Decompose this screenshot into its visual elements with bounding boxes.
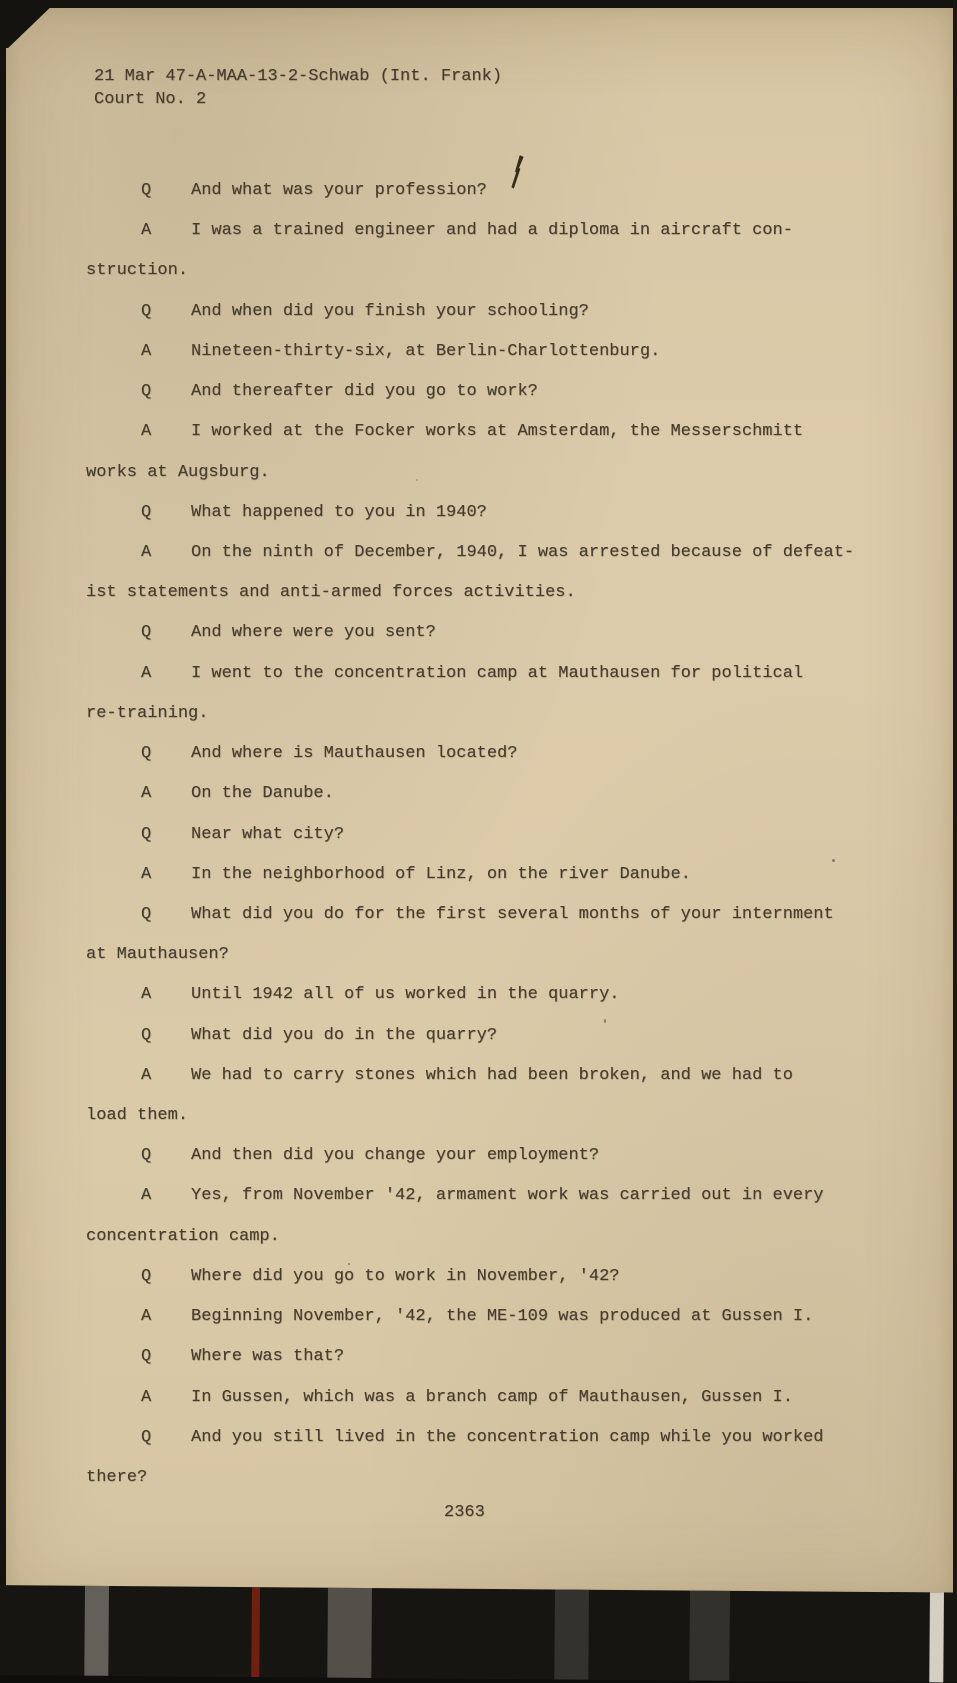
transcript-line: [86, 533, 933, 573]
speaker-label: Q: [141, 382, 152, 402]
transcript-line: [86, 654, 933, 694]
transcript-line: [86, 613, 933, 653]
transcript-line: [86, 573, 933, 613]
transcript-text: In the neighborhood of Linz, on the river Danube.: [191, 864, 691, 884]
speaker-label: A: [141, 221, 152, 241]
transcript-text: works at Augsburg.: [86, 462, 270, 482]
transcript-line: [86, 493, 933, 533]
transcript-text: In Gussen, which was a branch camp of Mauthausen, Gussen I.: [191, 1387, 793, 1407]
transcript-text: struction.: [86, 261, 189, 281]
transcript-text: I worked at the Focker works at Amsterdam, the Messerschmitt: [191, 422, 804, 442]
transcript-line: [86, 1297, 933, 1337]
transcript-line: [86, 975, 933, 1015]
transcript-line: [86, 1337, 933, 1377]
transcript-text: And thereafter did you go to work?: [191, 382, 538, 402]
transcript-line: [86, 1378, 933, 1418]
transcript-line: [86, 171, 933, 211]
speaker-label: Q: [141, 1146, 152, 1166]
transcript-text: Beginning November, '42, the ME-109 was produced at Gussen I.: [191, 1307, 814, 1327]
document-header: [94, 65, 502, 111]
transcript-line: [86, 895, 933, 935]
transcript-text: What did you do for the first several months of your internment: [191, 904, 834, 924]
transcript-line: [86, 1176, 933, 1216]
speaker-label: Q: [141, 1347, 152, 1367]
transcript-line: [86, 332, 933, 372]
transcript-text: I was a trained engineer and had a diploma in aircraft con-: [191, 221, 793, 241]
paper-speck: [416, 479, 418, 481]
photo-edge-left: [0, 0, 6, 1600]
transcript-text: Nineteen-thirty-six, at Berlin-Charlottenburg.: [191, 341, 661, 361]
transcript-line: [86, 1217, 933, 1257]
transcript-body: [86, 171, 933, 1498]
film-streak: [554, 1589, 589, 1679]
transcript-text: load them.: [86, 1106, 189, 1126]
speaker-label: Q: [141, 623, 152, 643]
speaker-label: A: [141, 542, 152, 562]
transcript-text: What happened to you in 1940?: [191, 502, 487, 522]
speaker-label: A: [141, 864, 152, 884]
speaker-label: A: [141, 1307, 152, 1327]
transcript-text: concentration camp.: [86, 1226, 280, 1246]
transcript-text: On the ninth of December, 1940, I was arrested because of defeat-: [191, 542, 855, 562]
speaker-label: Q: [141, 502, 152, 522]
speaker-label: A: [141, 985, 152, 1005]
transcript-text: And where were you sent?: [191, 623, 436, 643]
speaker-label: Q: [141, 1266, 152, 1286]
transcript-line: [86, 1136, 933, 1176]
transcript-text: What did you do in the quarry?: [191, 1025, 498, 1045]
transcript-line: [86, 412, 933, 452]
transcript-line: [86, 1458, 933, 1498]
photo-edge-right: [953, 0, 957, 1600]
photo-edge-top: [0, 0, 957, 8]
transcript-text: Where was that?: [191, 1347, 345, 1367]
transcript-text: Yes, from November '42, armament work was carried out in every: [191, 1186, 824, 1206]
transcript-line: [86, 774, 933, 814]
paper-speck: [832, 859, 835, 862]
speaker-label: A: [141, 663, 152, 683]
speaker-label: Q: [141, 181, 152, 200]
speaker-label: Q: [141, 744, 152, 764]
header-court-line: Court No. 2: [94, 90, 207, 109]
transcript-text: Near what city?: [191, 824, 345, 844]
transcript-line: [86, 292, 933, 332]
transcript-text: there?: [86, 1468, 148, 1487]
speaker-label: A: [141, 1387, 152, 1407]
speaker-label: Q: [141, 824, 152, 844]
speaker-label: A: [141, 341, 152, 361]
speaker-label: A: [141, 784, 152, 804]
film-streak: [327, 1588, 372, 1678]
speaker-label: Q: [141, 1427, 152, 1447]
transcript-line: [86, 815, 933, 855]
transcript-text: We had to carry stones which had been broken, and we had to: [191, 1065, 793, 1085]
transcript-line: [86, 734, 933, 774]
speaker-label: Q: [141, 1025, 152, 1045]
transcript-line: [86, 1096, 933, 1136]
paper-speck: [348, 1263, 350, 1265]
film-streak: [689, 1590, 730, 1680]
transcript-text: I went to the concentration camp at Mauthausen for political: [191, 663, 804, 683]
transcript-text: Until 1942 all of us worked in the quarry.: [191, 985, 620, 1005]
transcript-text: And what was your profession?: [191, 181, 487, 200]
transcript-text: And then did you change your employment?: [191, 1146, 600, 1166]
transcript-line: [86, 372, 933, 412]
document-page: [6, 7, 953, 1600]
transcript-line: [86, 935, 933, 975]
film-streak-white: [929, 1592, 944, 1682]
film-streak: [84, 1586, 109, 1676]
transcript-line: [86, 1418, 933, 1458]
speaker-label: Q: [141, 301, 152, 321]
header-reference-line: 21 Mar 47-A-MAA-13-2-Schwab (Int. Frank): [94, 67, 503, 86]
transcript-text: And where is Mauthausen located?: [191, 744, 518, 764]
transcript-line: [86, 1257, 933, 1297]
transcript-line: [86, 1016, 933, 1056]
transcript-line: [86, 1056, 933, 1096]
transcript-text: And you still lived in the concentration camp while you worked: [191, 1427, 824, 1447]
speaker-label: A: [141, 1186, 152, 1206]
film-streak-red: [251, 1587, 260, 1677]
page-number: 2363: [444, 1503, 485, 1522]
transcript-line: [86, 211, 933, 251]
speaker-label: A: [141, 1065, 152, 1085]
speaker-label: Q: [141, 904, 152, 924]
transcript-text: re-training.: [86, 703, 209, 723]
transcript-line: [86, 694, 933, 734]
transcript-text: ist statements and anti-armed forces activities.: [86, 583, 576, 603]
transcript-text: at Mauthausen?: [86, 945, 229, 965]
transcript-line: [86, 855, 933, 895]
paper-speck: [604, 1019, 606, 1023]
transcript-text: Where did you go to work in November, '42?: [191, 1266, 620, 1286]
transcript-line: [86, 453, 933, 493]
transcript-line: [86, 251, 933, 291]
speaker-label: A: [141, 422, 152, 442]
transcript-text: On the Danube.: [191, 784, 334, 804]
transcript-text: And when did you finish your schooling?: [191, 301, 589, 321]
